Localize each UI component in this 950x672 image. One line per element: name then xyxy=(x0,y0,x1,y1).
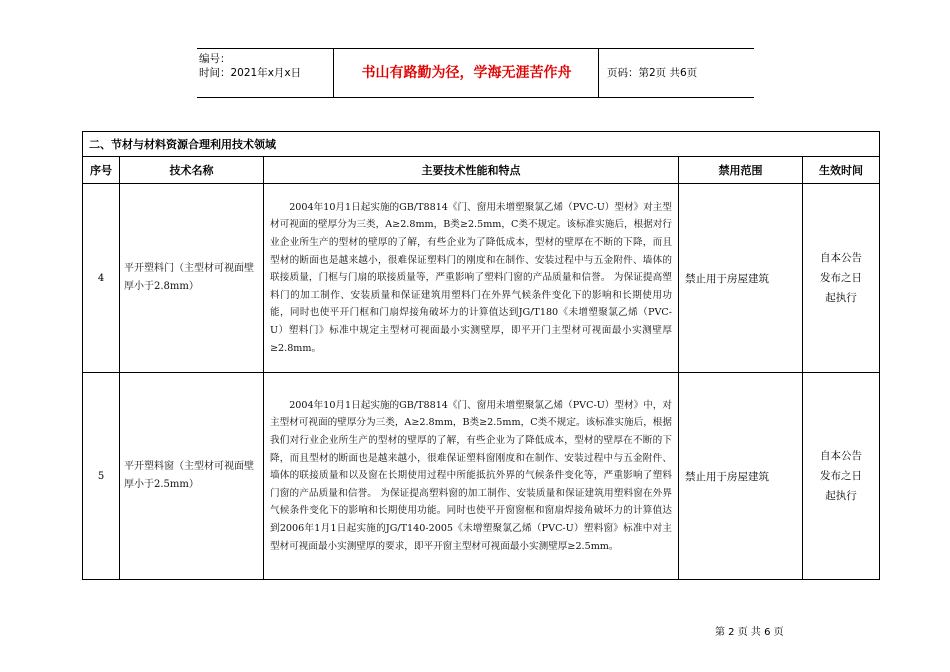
effective-time: 自本公告发布之日起执行 xyxy=(803,184,880,373)
column-header-ban: 禁用范围 xyxy=(679,157,803,184)
document-header xyxy=(197,48,754,98)
column-header-name: 技术名称 xyxy=(120,157,264,184)
technology-name: 平开塑料门（主型材可视面壁厚小于2.8mm） xyxy=(120,184,264,373)
header-page-label: 页码：第2页 共6页 xyxy=(607,67,698,79)
column-header-no: 序号 xyxy=(83,157,120,184)
column-header-desc: 主要技术性能和特点 xyxy=(264,157,679,184)
row-number: 5 xyxy=(83,373,120,580)
ban-scope: 禁止用于房屋建筑 xyxy=(679,184,803,373)
table-row xyxy=(83,373,880,580)
section-title: 二、节材与材料资源合理利用技术领域 xyxy=(83,132,880,157)
number-label: 编号： xyxy=(199,53,231,65)
technology-description: 2004年10月1日起实施的GB/T8814《门、窗用未增塑聚氯乙烯（PVC-U）型材》对主型材可视面的壁厚分为三类，A≥2.8mm，B类≥2.5mm，C类不规定。该标准实施后，根据对行业企业所生产的型材的壁厚的了解，有些企业为了降低成本，型材的壁厚在不断的下降，而且型材的断面也是越来越小，很难保证塑料门的刚度和在制作、安装过程中与五金附件、墙体的联接质量，门框与门扇的联接质量等，严重影响了塑料门窗的产品质量和信誉。 为保证提高塑料门的加工制作、安装质量和保证建筑用塑料门在外界气候条件变化下的影响和长期使用功能，同时也使平开门框和门扇焊接角破坏力的计算值达到JG/T180《未增塑聚氯乙烯（PVC-U）塑料门》标准中规定主型材可视面最小实测壁厚，即平开门主型材可视面最小实测壁厚≥2.8mm。 xyxy=(264,184,679,373)
table-row xyxy=(83,184,880,373)
header-meta xyxy=(197,49,334,97)
technology-name: 平开塑料窗（主型材可视面壁厚小于2.5mm） xyxy=(120,373,264,580)
header-motto: 书山有路勤为径，学海无涯苦作舟 xyxy=(335,49,599,97)
column-header-effective: 生效时间 xyxy=(803,157,880,184)
time-label: 时间：2021年x月x日 xyxy=(199,67,302,79)
row-number: 4 xyxy=(83,184,120,373)
ban-scope: 禁止用于房屋建筑 xyxy=(679,373,803,580)
effective-time: 自本公告发布之日起执行 xyxy=(803,373,880,580)
technology-table xyxy=(82,131,880,580)
page-footer: 第 2 页 共 6 页 xyxy=(715,627,784,638)
technology-description: 2004年10月1日起实施的GB/T8814《门、窗用未增塑聚氯乙烯（PVC-U）型材》中，对主型材可视面的壁厚分为三类，A≥2.8mm，B类≥2.5mm，C类不规定。该标准实施后，根据我们对行业企业所生产的型材的壁厚的了解，有些企业为了降低成本，型材的壁厚在不断的下降，而且型材的断面也是越来越小，很难保证塑料窗刚度和在制作、安装过程中与五金附件、墙体的联接质量和以及窗在长期使用过程中所能抵抗外界的气候条件变化等，严重影响了塑料门窗的产品质量和信誉。 为保证提高塑料窗的加工制作、安装质量和保证建筑用塑料窗在外界气候条件变化下的影响和长期使用功能。同时也使平开窗窗框和窗扇焊接角破坏力的计算值达到2006年1月1日起实施的JG/T140-2005《未增塑聚氯乙烯（PVC-U）塑料窗》标准中对主型材可视面最小实测壁厚的要求，即平开窗主型材可视面最小实测壁厚≥2.5mm。 xyxy=(264,373,679,580)
